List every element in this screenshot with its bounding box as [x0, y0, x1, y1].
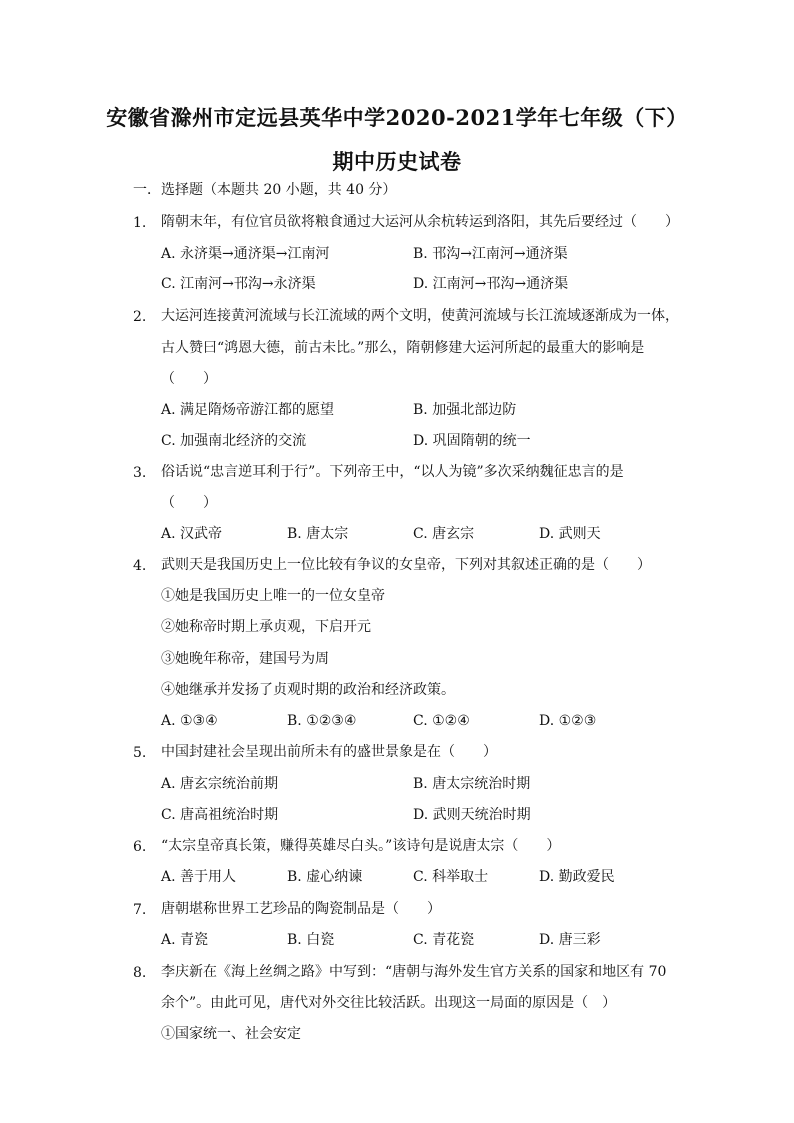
option-a: A. 汉武帝	[161, 526, 223, 542]
question-stem: 大运河连接黄河流域与长江流域的两个文明，使黄河流域与长江流域逐渐成为一体，	[161, 308, 679, 324]
option-d: D. ①②③	[539, 713, 597, 729]
question-stem: 武则天是我国历史上一位比较有争议的女皇帝，下列对其叙述正确的是（ ）	[161, 557, 651, 573]
option-b: B. ①②③④	[287, 713, 357, 729]
question-stem: 余个”。由此可见，唐代对外交往比较活跃。出现这一局面的原因是（ ）	[161, 995, 617, 1011]
question-stem: 俗话说“忠言逆耳利于行”。下列帝王中，“以人为镜”多次采纳魏征忠言的是	[161, 464, 624, 480]
option-b: B. 白瓷	[287, 932, 335, 948]
question-number: 5.	[133, 745, 147, 761]
question-stem: 李庆新在《海上丝绸之路》中写到：“唐朝与海外发生官方关系的国家和地区有 70	[161, 964, 667, 980]
option-c: C. 青花瓷	[413, 932, 475, 948]
option-c: C. 唐玄宗	[413, 526, 475, 542]
option-d: D. 唐三彩	[539, 932, 601, 948]
statement-item: ①她是我国历史上唯一的一位女皇帝	[161, 588, 385, 604]
option-c: C. 唐高祖统治时期	[161, 807, 279, 823]
option-d: D. 勤政爱民	[539, 869, 615, 885]
question-stem: （ ）	[161, 371, 217, 387]
question-number: 3.	[133, 465, 147, 481]
option-a: A. 永济渠→通济渠→江南河	[161, 246, 330, 262]
option-d: D. 武则天统治时期	[413, 807, 531, 823]
option-d: D. 巩固隋朝的统一	[413, 433, 531, 449]
question-number: 4.	[133, 558, 147, 574]
exam-title-line1: 安徽省滁州市定远县英华中学2020-2021学年七年级（下）	[106, 105, 688, 130]
question-number: 1.	[133, 215, 147, 231]
question-stem: （ ）	[161, 495, 217, 511]
option-a: A. ①③④	[161, 713, 218, 729]
question-number: 2.	[133, 309, 147, 325]
section-header: 一．选择题（本题共 20 小题，共 40 分）	[133, 182, 397, 198]
statement-item: ③她晚年称帝，建国号为周	[161, 651, 329, 667]
option-b: B. 邗沟→江南河→通济渠	[413, 246, 568, 262]
statement-item: ④她继承并发扬了贞观时期的政治和经济政策。	[161, 682, 455, 698]
option-b: B. 唐太宗	[287, 526, 349, 542]
statement-item: ②她称帝时期上承贞观，下启开元	[161, 619, 371, 635]
option-a: A. 满足隋炀帝游江都的愿望	[161, 402, 335, 418]
option-c: C. 加强南北经济的交流	[161, 433, 307, 449]
question-stem: 中国封建社会呈现出前所未有的盛世景象是在（ ）	[161, 744, 497, 760]
question-stem: 唐朝堪称世界工艺珍品的陶瓷制品是（ ）	[161, 901, 441, 917]
question-number: 8.	[133, 965, 147, 981]
statement-item: ①国家统一、社会安定	[161, 1026, 301, 1042]
option-c: C. 江南河→邗沟→永济渠	[161, 276, 316, 292]
option-b: B. 加强北部边防	[413, 402, 517, 418]
option-b: B. 虚心纳谏	[287, 869, 363, 885]
option-d: D. 武则天	[539, 526, 601, 542]
question-stem: “太宗皇帝真长策，赚得英雄尽白头。”该诗句是说唐太宗（ ）	[161, 838, 561, 854]
option-b: B. 唐太宗统治时期	[413, 776, 531, 792]
option-a: A. 唐玄宗统治前期	[161, 776, 279, 792]
option-a: A. 青瓷	[161, 932, 209, 948]
option-d: D. 江南河→邗沟→通济渠	[413, 276, 569, 292]
question-number: 6.	[133, 839, 147, 855]
question-number: 7.	[133, 902, 147, 918]
option-a: A. 善于用人	[161, 869, 237, 885]
exam-title-line2: 期中历史试卷	[332, 149, 462, 174]
question-stem: 古人赞曰“鸿恩大德，前古未比。”那么，隋朝修建大运河所起的最重大的影响是	[161, 340, 645, 356]
option-c: C. 科举取士	[413, 869, 489, 885]
question-stem: 隋朝末年，有位官员欲将粮食通过大运河从余杭转运到洛阳，其先后要经过（ ）	[161, 214, 679, 230]
option-c: C. ①②④	[413, 713, 470, 729]
